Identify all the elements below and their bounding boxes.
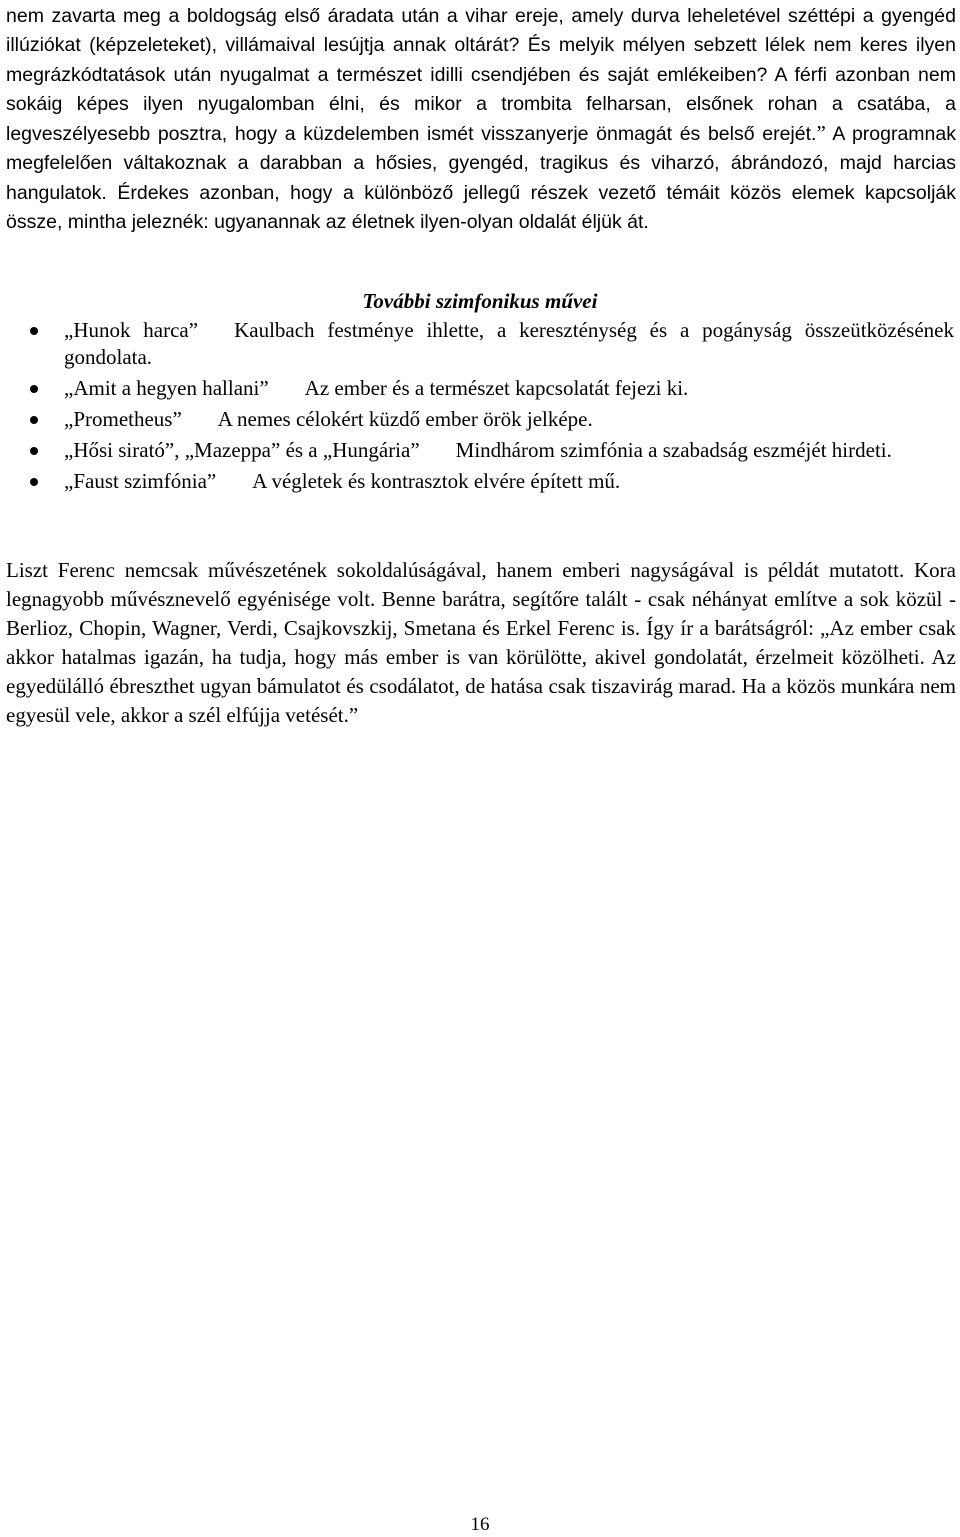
work-item <box>0 317 960 371</box>
work-description: Mindhárom szimfónia a szabadság eszméjét hirdeti. <box>455 438 892 462</box>
section-heading: További szimfonikus művei <box>362 289 598 313</box>
intro-text: nem zavarta meg a boldogság első áradata után a vihar ereje, amely durva leheletével széttépi a gyengéd illúziókat (képzeleteket), villámaival lesújtja annak oltárát? És melyik mélyen sebzett lélek nem keres ilyen megrázkódtatások után nyugalmat a természet idilli csendjében és saját emlékeiben? A férfi azonban nem sokáig képes ilyen nyugalomban élni, és mikor a trombita felharsan, elsőnek rohan a csatába, a legveszélyesebb posztra, hogy a küzdelemben ismét visszanyerje önmagát és belső erejét. <box>6 5 956 146</box>
work-title: „Amit a hegyen hallani” <box>64 376 269 400</box>
work-item <box>0 375 960 402</box>
work-description: Az ember és a természet kapcsolatát fejezi ki. <box>304 376 689 400</box>
work-item <box>0 437 960 464</box>
page-number: 16 <box>470 1514 490 1535</box>
closing-quote-mark: ” <box>816 121 826 146</box>
work-title: „Prometheus” <box>64 407 182 431</box>
work-title: „Faust szimfónia” <box>64 469 217 493</box>
works-list <box>0 317 960 495</box>
bullet-icon <box>30 478 38 486</box>
intro-text-continued: A programnak megfelelően váltakoznak a darabban a hősies, gyengéd, tragikus és viharzó, ábrándozó, majd harcias hangulatok. Érdekes azonban, hogy a különböző jellegű részek vezető témáit közös elemek kapcsolják össze, mintha jeleznék: ugyanannak az életnek ilyen-olyan oldalát éljük át. <box>6 123 956 234</box>
bullet-icon <box>30 416 38 424</box>
work-item <box>0 406 960 433</box>
bullet-icon <box>30 385 38 393</box>
work-item <box>0 468 960 495</box>
work-description: Kaulbach festménye ihlette, a kereszténység és a pogányság összeütközésének gondolata. <box>64 318 954 369</box>
intro-paragraph <box>6 2 956 237</box>
work-title: „Hunok harca” <box>64 318 199 342</box>
work-description: A nemes célokért küzdő ember örök jelképe. <box>217 407 593 431</box>
bullet-icon <box>30 327 38 335</box>
bullet-icon <box>30 447 38 455</box>
work-description: A végletek és kontrasztok elvére épített mű. <box>252 469 621 493</box>
work-title: „Hősi sirató”, „Mazeppa” és a „Hungária” <box>64 438 420 462</box>
closing-paragraph: Liszt Ferenc nemcsak művészetének sokoldalúságával, hanem emberi nagyságával is példát mutatott. Kora legnagyobb művésznevelő egyénisége volt. Benne barátra, segítőre talált - csak néhányat említve a sok közül - Berlioz, Chopin, Wagner, Verdi, Csajkovszkij, Smetana és Erkel Ferenc is. Így ír a barátságról: „Az ember csak akkor hatalmas igazán, ha tudja, hogy más ember is van körülötte, akivel gondolatát, érzelmeit közölheti. Az egyedülálló ébreszthet ugyan bámulatot és csodálatot, de hatása csak tiszavirág marad. Ha a közös munkára nem egyesül vele, akkor a szél elfújja vetését.” <box>6 558 956 727</box>
